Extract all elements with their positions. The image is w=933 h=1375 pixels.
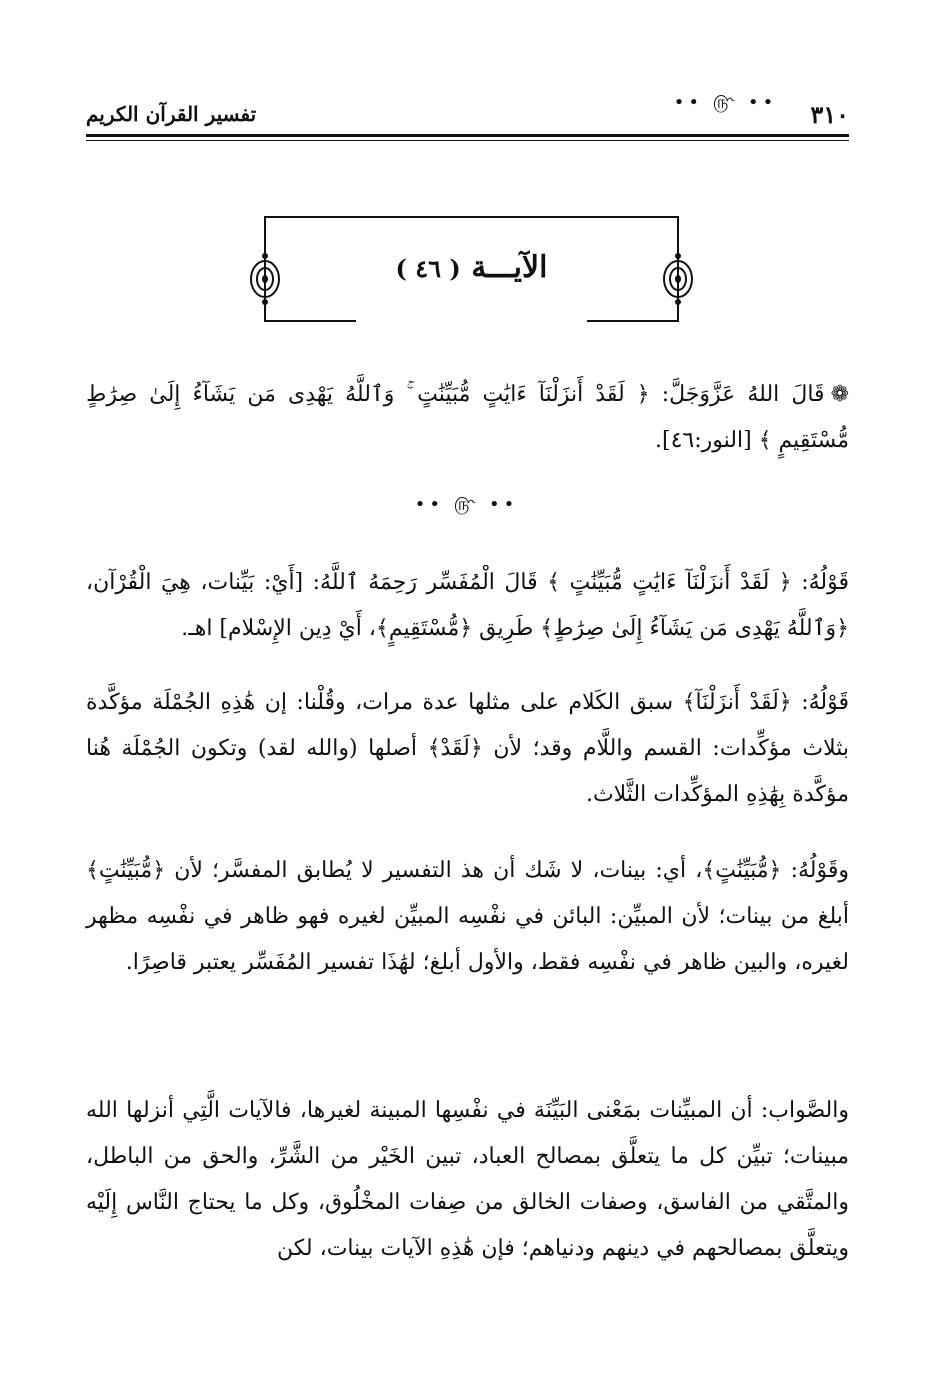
- paragraph-text: قَوْلُهُ: ﴿لَقَدْ أَنزَلْنَآ﴾ سبق الكَلام على مثلها عدة مرات، وقُلْنا: إن هَٰذِهِ الجُمْلَة مؤكَّدة بثلاث مؤكِّدات: القسم واللَّام وقد؛ لأن ﴿لَقَدْ﴾ أصلها (والله لقد) وتكون الجُمْلَة هُنا مؤكَّدة بِهَٰذِهِ المؤكِّدات الثَّلاث.: [86, 690, 849, 807]
- paragraph: [86, 1088, 849, 1272]
- running-title: تفسير القرآن الكريم: [86, 102, 257, 126]
- paragraph-text: وقَوْلُهُ: ﴿مُّبَيِّنَٰتٍ﴾، أي: بينات، لا شَك أن هذ التفسير لا يُطابق المفسَّر؛ لأن ﴿مُّبَيِّنَٰتٍ﴾ أبلغ من بينات؛ لأن المبيِّن: البائن في نفْسِه المبيِّن لغيره فهو ظاهر في نفْسِه مظهر لغيره، والبين ظاهر في نفْسِه فقط، والأول أبلغ؛ لهَٰذَا تفسير المُفَسِّر يعتبر قاصِرًا.: [86, 858, 849, 975]
- verse-text: قَالَ اللهُ عَزَّوَجَلَّ: ﴿ لَقَدْ أَنزَلْنَآ ءَايَٰتٍ مُّبَيِّنَٰتٍ ۚ وَٱللَّهُ يَهْدِى مَن يَشَآءُ إِلَىٰ صِرَٰطٍ مُّسْتَقِيمٍ ﴾ [النور:٤٦].: [86, 382, 849, 453]
- frame-top-line: [264, 216, 679, 218]
- paragraph-text: قَوْلُهُ: ﴿ لَقَدْ أَنزَلْنَآ ءَايَٰتٍ مُّبَيِّنَٰتٍ ﴾ قَالَ الْمُفَسِّر رَحِمَهُ ٱللَّهُ: [أَيْ: بَيِّنات، هِيَ الْقُرْآن، ﴿وَٱللَّهُ يَهْدِى مَن يَشَآءُ إِلَىٰ صِرَٰطٍ﴾ طَرِيق ﴿مُّسْتَقِيمٍ﴾، أَيْ دِين الإِسْلام] اهـ.: [86, 570, 849, 641]
- frame-bottom-left-line: [264, 320, 356, 322]
- flower-bullet-icon: ❁: [830, 382, 849, 407]
- paragraph: [86, 848, 849, 986]
- divider-ornament: •• ௹ ••: [414, 494, 519, 515]
- ayah-label: الآيـــة: [471, 250, 548, 285]
- header-rule-thin: [86, 140, 849, 141]
- quoted-verse: [86, 372, 849, 464]
- page-number: ٣١٠: [810, 99, 849, 129]
- paragraph: [86, 560, 849, 652]
- ayah-number: ( ٤٦ ): [395, 254, 461, 283]
- paragraph-text: والصَّواب: أن المبيِّنات بمَعْنى البَيِّنَة في نفْسِها المبينة لغيرها، فالآيات الَّتِي أنزلها الله مبينات؛ تبيِّن كل ما يتعلَّق بمصالح العباد، تبين الخَيْر من الشَّرِّ، والحق من الباطل، والمتَّقي من الفاسق، وصفات الخالق من صِفات المخْلُوق، وكل ما يحتاج النَّاس إِلَيْه ويتعلَّق بمصالحهم في دينهم ودنياهم؛ فإن هَٰذِهِ الآيات بينات، لكن: [86, 1098, 849, 1261]
- frame-bottom-right-line: [587, 320, 679, 322]
- ayah-frame: [264, 216, 679, 326]
- divider-ornament: •• ௹ ••: [673, 92, 778, 113]
- header-rule-thick: [86, 134, 849, 137]
- ayah-heading: [264, 250, 679, 285]
- paragraph: [86, 680, 849, 818]
